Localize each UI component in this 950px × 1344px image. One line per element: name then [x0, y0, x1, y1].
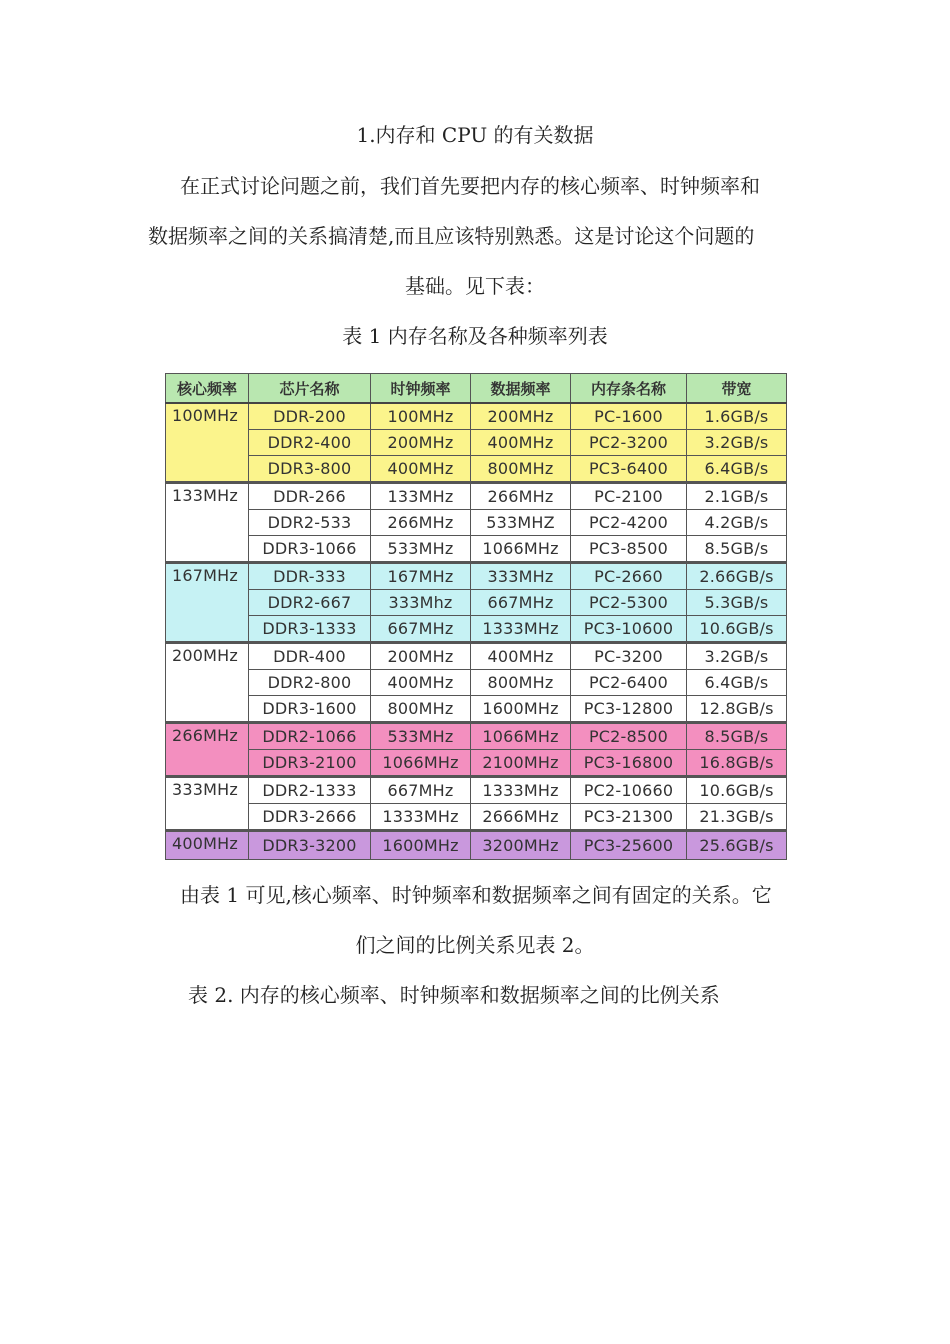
table-cell: 3.2GB/s: [687, 430, 787, 456]
table-cell: 200MHz: [371, 643, 471, 670]
table-cell: PC-1600: [571, 403, 687, 430]
table-cell: 1.6GB/s: [687, 403, 787, 430]
table-cell: 667MHz: [371, 616, 471, 643]
paragraph-line: 们之间的比例关系见表 2。: [355, 933, 595, 957]
table-cell: 3.2GB/s: [687, 643, 787, 670]
table-cell: 16.8GB/s: [687, 750, 787, 777]
paragraph-line: 由表 1 可见,核心频率、时钟频率和数据频率之间有固定的关系。它: [180, 883, 772, 907]
table-cell: 533MHZ: [471, 510, 571, 536]
table-cell: 533MHz: [371, 536, 471, 563]
table-cell: 2.1GB/s: [687, 483, 787, 510]
table-cell: 100MHz: [371, 403, 471, 430]
table-cell: DDR3-1066: [249, 536, 371, 563]
table-caption: 表 2. 内存的核心频率、时钟频率和数据频率之间的比例关系: [188, 983, 720, 1007]
table-cell: 200MHz: [371, 430, 471, 456]
table-row: [166, 590, 787, 616]
table-cell: PC3-16800: [571, 750, 687, 777]
table-cell: DDR-333: [249, 563, 371, 590]
table-cell: 12.8GB/s: [687, 696, 787, 723]
table-cell: DDR3-1600: [249, 696, 371, 723]
table-cell: 266MHz: [471, 483, 571, 510]
paragraph-line: 在正式讨论问题之前，我们首先要把内存的核心频率、时钟频率和: [180, 174, 760, 198]
table-cell: 8.5GB/s: [687, 723, 787, 750]
table-row: [166, 643, 787, 670]
table-cell: 25.6GB/s: [687, 831, 787, 860]
table-cell: DDR3-1333: [249, 616, 371, 643]
table-cell: PC3-6400: [571, 456, 687, 483]
table-cell: 400MHz: [471, 643, 571, 670]
table-cell: 1333MHz: [471, 616, 571, 643]
table-cell: PC-3200: [571, 643, 687, 670]
table-cell: DDR2-533: [249, 510, 371, 536]
core-frequency-cell: 100MHz: [166, 403, 249, 483]
table-body: [166, 403, 787, 860]
table-cell: DDR2-400: [249, 430, 371, 456]
paragraph-line: 数据频率之间的关系搞清楚,而且应该特别熟悉。这是讨论这个问题的: [148, 224, 755, 248]
table-row: [166, 483, 787, 510]
core-frequency-cell: 133MHz: [166, 483, 249, 563]
table-cell: 1333MHz: [371, 804, 471, 831]
table-cell: DDR3-2666: [249, 804, 371, 831]
table-cell: 1066MHz: [471, 723, 571, 750]
core-frequency-cell: 167MHz: [166, 563, 249, 643]
memory-frequency-table: [165, 373, 787, 860]
table-cell: 10.6GB/s: [687, 777, 787, 804]
table-cell: DDR2-667: [249, 590, 371, 616]
table-cell: PC2-8500: [571, 723, 687, 750]
table-cell: 400MHz: [371, 670, 471, 696]
table-cell: DDR2-1333: [249, 777, 371, 804]
table-row: [166, 670, 787, 696]
column-header: 核心频率: [166, 374, 249, 404]
table-cell: 1600MHz: [371, 831, 471, 860]
table-cell: DDR3-800: [249, 456, 371, 483]
table-row: [166, 563, 787, 590]
table-cell: 1333MHz: [471, 777, 571, 804]
table-row: [166, 403, 787, 430]
table-cell: DDR3-3200: [249, 831, 371, 860]
table-cell: 200MHz: [471, 403, 571, 430]
table-cell: 133MHz: [371, 483, 471, 510]
table-cell: PC2-6400: [571, 670, 687, 696]
table-cell: DDR-400: [249, 643, 371, 670]
table-cell: 1600MHz: [471, 696, 571, 723]
table-row: [166, 456, 787, 483]
table-cell: PC2-4200: [571, 510, 687, 536]
table-cell: 5.3GB/s: [687, 590, 787, 616]
table-cell: 6.4GB/s: [687, 670, 787, 696]
table-cell: 1066MHz: [471, 536, 571, 563]
table-cell: PC-2660: [571, 563, 687, 590]
table-cell: 4.2GB/s: [687, 510, 787, 536]
table-cell: PC2-5300: [571, 590, 687, 616]
table-header-row: [166, 374, 787, 404]
table-row: [166, 510, 787, 536]
table-cell: 800MHz: [471, 670, 571, 696]
table-cell: PC2-3200: [571, 430, 687, 456]
table-cell: 667MHz: [471, 590, 571, 616]
table-row: [166, 536, 787, 563]
table-row: [166, 723, 787, 750]
column-header: 时钟频率: [371, 374, 471, 404]
table-cell: DDR3-2100: [249, 750, 371, 777]
table-row: [166, 616, 787, 643]
core-frequency-cell: 400MHz: [166, 831, 249, 860]
table-cell: 533MHz: [371, 723, 471, 750]
table-cell: DDR2-800: [249, 670, 371, 696]
table-cell: 3200MHz: [471, 831, 571, 860]
table-row: [166, 750, 787, 777]
table-cell: 667MHz: [371, 777, 471, 804]
table-cell: PC2-10660: [571, 777, 687, 804]
table-cell: 21.3GB/s: [687, 804, 787, 831]
table-cell: 167MHz: [371, 563, 471, 590]
table-cell: PC3-21300: [571, 804, 687, 831]
core-frequency-cell: 200MHz: [166, 643, 249, 723]
table-cell: 2666MHz: [471, 804, 571, 831]
table-cell: DDR-200: [249, 403, 371, 430]
table-cell: 8.5GB/s: [687, 536, 787, 563]
table-cell: PC3-8500: [571, 536, 687, 563]
table-cell: DDR2-1066: [249, 723, 371, 750]
table-cell: PC3-10600: [571, 616, 687, 643]
table-row: [166, 777, 787, 804]
core-frequency-cell: 266MHz: [166, 723, 249, 777]
table-cell: PC3-25600: [571, 831, 687, 860]
table-cell: 800MHz: [371, 696, 471, 723]
table-cell: 266MHz: [371, 510, 471, 536]
core-frequency-cell: 333MHz: [166, 777, 249, 831]
table-cell: DDR-266: [249, 483, 371, 510]
table-row: [166, 804, 787, 831]
table-cell: PC-2100: [571, 483, 687, 510]
table-cell: 2100MHz: [471, 750, 571, 777]
table-caption: 表 1 内存名称及各种频率列表: [342, 324, 608, 348]
table-cell: 333Mhz: [371, 590, 471, 616]
table-cell: 333MHz: [471, 563, 571, 590]
table-cell: 1066MHz: [371, 750, 471, 777]
table-cell: 400MHz: [471, 430, 571, 456]
table-cell: 2.66GB/s: [687, 563, 787, 590]
section-heading: 1.内存和 CPU 的有关数据: [356, 123, 594, 147]
column-header: 芯片名称: [249, 374, 371, 404]
table-row: [166, 831, 787, 860]
table-row: [166, 696, 787, 723]
column-header: 内存条名称: [571, 374, 687, 404]
table-cell: 6.4GB/s: [687, 456, 787, 483]
table-row: [166, 430, 787, 456]
table-cell: 400MHz: [371, 456, 471, 483]
column-header: 带宽: [687, 374, 787, 404]
column-header: 数据频率: [471, 374, 571, 404]
paragraph-line: 基础。见下表：: [405, 274, 545, 298]
table-cell: PC3-12800: [571, 696, 687, 723]
table-cell: 10.6GB/s: [687, 616, 787, 643]
table-cell: 800MHz: [471, 456, 571, 483]
